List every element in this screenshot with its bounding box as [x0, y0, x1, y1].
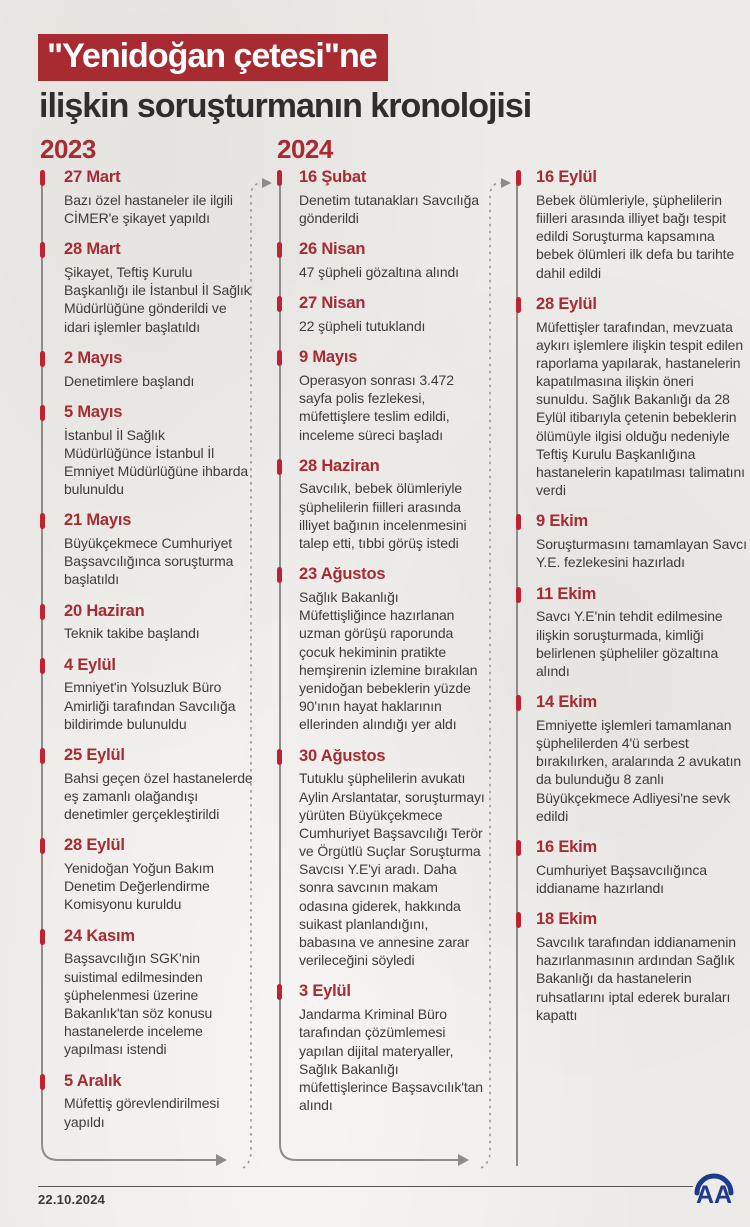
entry-text: Müfettiş görevlendirilmesi yapıldı — [64, 1095, 220, 1130]
entry-text: Savcılık, bebek ölümleriyle şüphelilerin fiilleri arasında illiyet bağının incelenmesini talep etti, tıbbi görüş istedi — [299, 480, 467, 552]
timeline-entry — [40, 1072, 256, 1131]
timeline-entry — [277, 294, 487, 335]
timeline-tick-marker — [516, 840, 521, 856]
entry-text: 22 şüpheli tutuklandı — [299, 317, 426, 334]
column1-arrow-icon — [216, 1154, 227, 1166]
aa-logo-text: AA — [695, 1181, 733, 1209]
entry-date: 24 Kasım — [64, 926, 135, 945]
year-header-2024: 2024 — [277, 134, 333, 164]
timeline-column-2023 — [40, 168, 256, 1144]
timeline-entry — [514, 585, 748, 681]
timeline-column-2024-continued — [514, 168, 748, 1037]
timeline-entry — [277, 747, 487, 970]
timeline-entry — [40, 927, 256, 1059]
entry-text: Denetim tutanakları Savcılığa gönderildi — [299, 191, 479, 226]
entry-date: 27 Nisan — [299, 294, 366, 313]
timeline-entry — [40, 746, 256, 823]
timeline-entry — [514, 910, 748, 1024]
entry-text: Emniyette işlemleri tamamlanan şüphelilerden 4'ü serbest bırakılırken, aralarında 2 avukatın da bulunduğu 8 zanlı Büyükçekmece Adliyesi'ne sevk edildi — [536, 716, 742, 824]
entry-date: 9 Mayıs — [299, 348, 358, 367]
timeline-tick-marker — [516, 912, 521, 928]
footer-divider — [38, 1186, 693, 1187]
timeline-tick-marker — [40, 604, 45, 620]
timeline-entry — [277, 457, 487, 553]
entry-date: 21 Mayıs — [64, 511, 132, 530]
timeline-entry — [40, 602, 256, 643]
entry-date: 20 Haziran — [64, 601, 145, 620]
entry-text: 47 şüpheli gözaltına alındı — [299, 263, 459, 280]
entry-text: Cumhuriyet Başsavcılığınca iddianame hazırlandı — [536, 861, 707, 897]
timeline-tick-marker — [277, 459, 282, 475]
page-title — [38, 34, 531, 126]
timeline-tick-marker — [40, 242, 45, 258]
entry-date: 16 Eylül — [536, 168, 597, 186]
entry-text: Jandarma Kriminal Büro tarafından çözümlemesi yapılan dijital materyaller, Sağlık Bakanlığı müfettişlerince Başsavcılık'tan alındı — [299, 1006, 483, 1114]
timeline-tick-marker — [516, 695, 521, 711]
entry-text: İstanbul İl Sağlık Müdürlüğünce İstanbul İl Emniyet Müdürlüğüne ihbarda bulunuldu — [64, 426, 249, 498]
entry-date: 3 Eylül — [299, 982, 351, 1001]
entry-text: Bazı özel hastaneler ile ilgili CİMER'e şikayet yapıldı — [64, 191, 233, 226]
timeline-entry — [277, 982, 487, 1114]
timeline-entry — [277, 240, 487, 281]
entry-date: 5 Mayıs — [64, 402, 123, 421]
timeline-column-2024 — [277, 168, 487, 1127]
entry-date: 25 Eylül — [64, 745, 125, 764]
timeline-entry — [40, 403, 256, 499]
entry-text: Emniyet'in Yolsuzluk Büro Amirliği tarafından Savcılığa bildirimde bulunuldu — [64, 679, 236, 732]
timeline-tick-marker — [40, 405, 45, 421]
entry-text: Tutuklu şüphelilerin avukatı Aylin Arslantatar, soruşturmayı yürüten Büyükçekmece Cumhuriyet Başsavcılığı Terör ve Örgütlü Suçlar Soruşturma Savcısı Y.E'yi aradı. Daha sonra savcının makam odasına giderek, hakkında suikast planlandığını, babasına ve annesine zarar verileceğini söyledi — [299, 770, 485, 969]
entry-date: 28 Eylül — [536, 294, 597, 313]
timeline-entry — [40, 168, 256, 227]
timeline-tick-marker — [40, 1074, 45, 1090]
timeline-tick-marker — [516, 514, 521, 530]
entry-date: 23 Ağustos — [299, 565, 386, 584]
entry-date: 28 Haziran — [299, 456, 380, 475]
column2-start-arrow-icon — [262, 178, 272, 188]
timeline-entry — [40, 511, 256, 588]
entry-date: 30 Ağustos — [299, 746, 386, 765]
entry-text: Bahsi geçen özel hastanelerde eş zamanlı olağandışı denetimler gerçekleştirildi — [64, 769, 253, 823]
entry-text: Şikayet, Teftiş Kurulu Başkanlığı ile İstanbul İl Sağlık Müdürlüğüne gönderildi ve idari işlemler başlatıldı — [64, 263, 251, 335]
timeline-tick-marker — [277, 984, 282, 1000]
timeline-entry — [514, 693, 748, 825]
entry-date: 16 Ekim — [536, 838, 597, 857]
column2-arrow-icon — [458, 1154, 469, 1166]
timeline-entry — [277, 565, 487, 733]
aa-agency-logo — [690, 1164, 738, 1212]
entry-text: Başsavcılığın SGK'nin suistimal edilmesinden şüphelenmesi üzerine Bakanlık'tan söz konusu hastanelerde inceleme yapılması istendi — [64, 950, 213, 1058]
entry-date: 5 Aralık — [64, 1071, 122, 1090]
publication-date: 22.10.2024 — [38, 1192, 106, 1207]
title-highlight: "Yenidoğan çetesi"ne — [38, 34, 388, 81]
timeline-tick-marker — [516, 297, 521, 313]
timeline-entry — [514, 512, 748, 571]
timeline-entry — [514, 838, 748, 897]
entry-text: Operasyon sonrası 3.472 sayfa polis fezlekesi, müfettişlere teslim edildi, inceleme süreci başladı — [299, 371, 454, 443]
entry-text: Denetimlere başlandı — [64, 372, 195, 389]
timeline-entry — [514, 295, 748, 500]
timeline-entry — [514, 168, 748, 282]
entry-text: Teknik takibe başlandı — [64, 625, 200, 642]
timeline-tick-marker — [40, 513, 45, 529]
timeline-tick-marker — [40, 170, 45, 186]
entry-date: 16 Şubat — [299, 168, 367, 186]
timeline-entry — [40, 836, 256, 913]
timeline-entry — [277, 348, 487, 444]
timeline-entry — [40, 240, 256, 336]
timeline-tick-marker — [40, 658, 45, 674]
entry-date: 28 Mart — [64, 240, 121, 259]
timeline-tick-marker — [516, 587, 521, 603]
timeline-tick-marker — [277, 749, 282, 765]
entry-date: 28 Eylül — [64, 836, 125, 855]
entry-date: 2 Mayıs — [64, 348, 123, 367]
entry-date: 9 Ekim — [536, 512, 588, 531]
timeline-tick-marker — [40, 351, 45, 367]
entry-text: Savcı Y.E'nin tehdit edilmesine ilişkin soruşturmada, kimliği belirlenen şüpheliler gözaltına alındı — [536, 608, 723, 679]
entry-text: Sağlık Bakanlığı Müfettişliğince hazırlanan uzman görüşü raporunda çocuk hekiminin pratikte hemşirenin izlemine bırakılan yenidoğan bebeklerin yüzde 90'ının hayat haklarının ellerinden alındığı yer aldı — [299, 589, 478, 733]
timeline-entry — [40, 656, 256, 733]
timeline-tick-marker — [40, 748, 45, 764]
entry-text: Büyükçekmece Cumhuriyet Başsavcılığınca soruşturma başlatıldı — [64, 535, 234, 588]
column3-start-arrow-icon — [501, 178, 511, 188]
entry-text: Savcılık tarafından iddianamenin hazırlanmasının ardından Sağlık Bakanlığı da hastanelerin ruhsatlarını iptal ederek buraları kapattı — [536, 934, 736, 1023]
entry-date: 27 Mart — [64, 168, 121, 186]
timeline-tick-marker — [277, 567, 282, 583]
entry-date: 26 Nisan — [299, 240, 366, 259]
entry-text: Soruşturmasını tamamlayan Savcı Y.E. fezlekesini hazırladı — [536, 536, 747, 571]
timeline-tick-marker — [40, 838, 45, 854]
timeline-tick-marker — [277, 242, 282, 258]
entry-date: 11 Ekim — [536, 584, 597, 603]
timeline-tick-marker — [516, 170, 521, 186]
timeline-tick-marker — [277, 170, 282, 186]
timeline-tick-marker — [40, 929, 45, 945]
year-header-2023: 2023 — [40, 134, 96, 164]
entry-date: 18 Ekim — [536, 910, 597, 929]
entry-date: 14 Ekim — [536, 693, 597, 712]
entry-text: Yenidoğan Yoğun Bakım Denetim Değerlendirme Komisyonu kuruldu — [64, 860, 214, 913]
title-subtitle: ilişkin soruşturmanın kronolojisi — [39, 87, 532, 126]
timeline-entry — [40, 349, 256, 390]
entry-text: Bebek ölümleriyle, şüphelilerin fiilleri arasında illiyet bağı tespit edildi Soruşturma kapsamına bebek ölümleri ilk defa bu tarihte dahil edildi — [536, 191, 735, 281]
entry-text: Müfettişler tarafından, mevzuata aykırı işlemlere ilişkin tespit edilen raporlama yapılarak, hastanelerin kapatılmasına ilişkin öneri sunuldu. Sağlık Bakanlığı da 28 Eylül itibarıyla çetenin bebeklerin ölümüyle ilgisi olduğu nedeniyle Teftiş Kurulu Başkanlığına hastanelerin kapatılması talimatını verdi — [536, 318, 745, 499]
timeline-tick-marker — [277, 350, 282, 366]
timeline-entry — [277, 168, 487, 227]
entry-date: 4 Eylül — [64, 655, 116, 674]
timeline-tick-marker — [277, 296, 282, 312]
